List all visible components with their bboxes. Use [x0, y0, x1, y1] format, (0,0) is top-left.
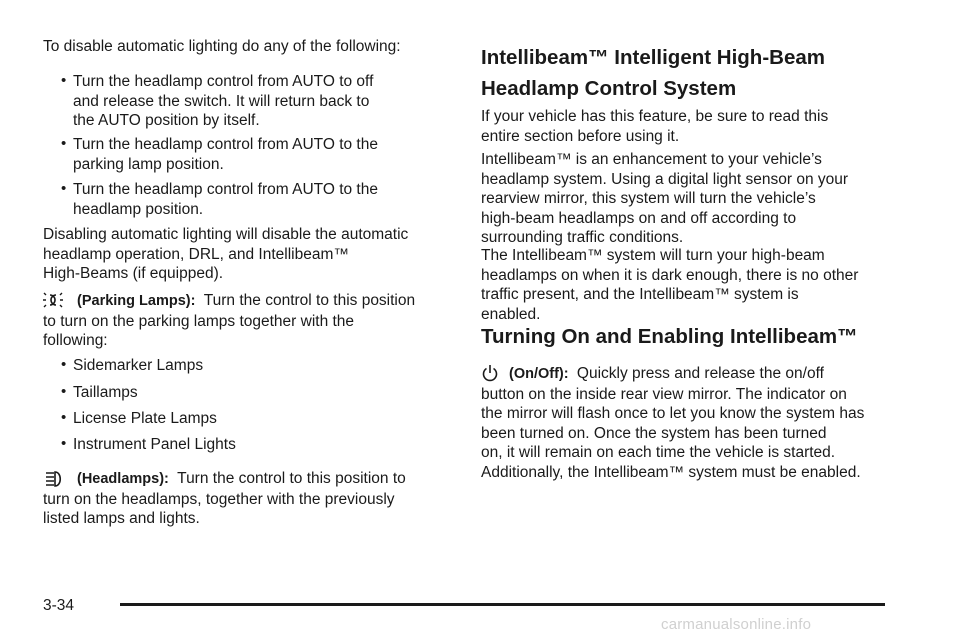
section-heading: Intellibeam™ Intelligent High-Beam Headlamp Control System [481, 46, 825, 100]
headlamps-paragraph: (Headlamps): Turn the control to this position to turn on the headlamps, together with the previously listed lamps and lights. [43, 470, 406, 527]
footer-rule [120, 603, 885, 606]
activation-paragraph: The Intellibeam™ system will turn your high-beam headlamps on when it is dark enough, there is no other traffic present, and the Intellibeam™ system is enabled. [481, 247, 859, 323]
bullet-icon: • [61, 135, 67, 152]
parking-lamps-paragraph: (Parking Lamps): Turn the control to this position to turn on the parking lamps together with the following: [43, 292, 416, 349]
list-item: • Turn the headlamp control from AUTO to the headlamp position. [61, 180, 378, 218]
list-item: • Taillamps [61, 383, 138, 401]
bullet-icon: • [61, 435, 67, 452]
list-item: • License Plate Lamps [61, 409, 217, 427]
on-off-label: (On/Off): [509, 366, 569, 382]
list-item: • Turn the headlamp control from AUTO to off and release the switch. It will return back to the AUTO position by itself. [61, 72, 374, 129]
disabling-paragraph: Disabling automatic lighting will disable the automatic headlamp operation, DRL, and Intellibeam™ High-Beams (if equipped). [43, 226, 409, 282]
bullet-icon: • [61, 383, 67, 400]
on-off-paragraph: (On/Off): Quickly press and release the on/off button on the inside rear view mirror. The indicator on the mirror will flash once to let you know the system has been turned on. Once the system has been turned on, it will remain on each time the vehicle is started. Additionally, the Intellibeam™ system must be enabled. [481, 365, 865, 481]
bullet-icon: • [61, 180, 67, 197]
parking-lamps-label: (Parking Lamps): [77, 293, 196, 309]
list-item: • Turn the headlamp control from AUTO to the parking lamp position. [61, 135, 378, 173]
list-item: • Sidemarker Lamps [61, 356, 204, 374]
description-paragraph: Intellibeam™ is an enhancement to your vehicle’s headlamp system. Using a digital light sensor on your rearview mirror, this system will turn the vehicle’s high-beam headlamps on and off according to surrounding traffic conditions. [481, 151, 849, 246]
bullet-icon: • [61, 72, 67, 89]
page-number: 3-34 [43, 597, 75, 614]
watermark: carmanualsonline.info [661, 616, 812, 633]
headlamps-label: (Headlamps): [77, 471, 169, 487]
intro-text: To disable automatic lighting do any of the following: [43, 38, 401, 55]
subsection-heading: Turning On and Enabling Intellibeam™ [481, 325, 858, 348]
list-item: • Instrument Panel Lights [61, 435, 236, 453]
intro-paragraph: If your vehicle has this feature, be sure to read this entire section before using it. [481, 108, 829, 145]
bullet-icon: • [61, 409, 67, 426]
bullet-icon: • [61, 356, 67, 373]
